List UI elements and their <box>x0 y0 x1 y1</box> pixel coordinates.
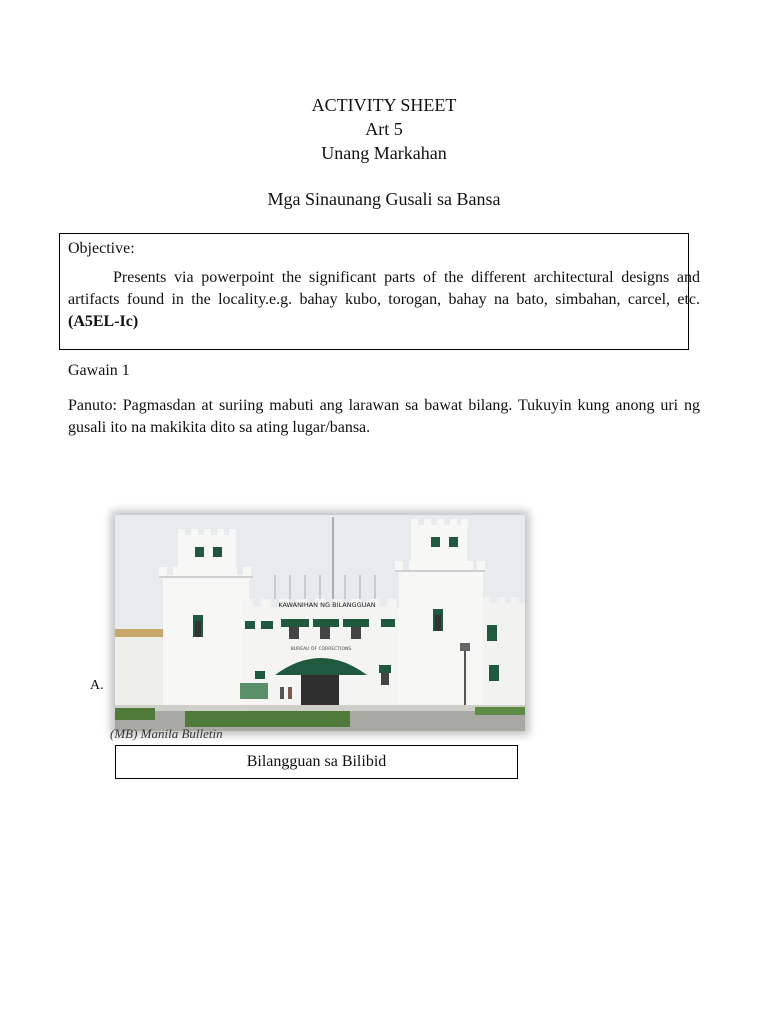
objective-body: Presents via powerpoint the significant parts of the different architectural designs and artifacts found in the locality.e.g. bahay kubo, torogan, bahay na bato, simbahan, carcel, etc. <box>68 269 700 308</box>
bilibid-prison-photo <box>115 515 525 731</box>
objective-text <box>68 267 700 333</box>
objective-label: Objective: <box>68 240 135 257</box>
objective-box <box>59 233 700 350</box>
item-letter: A. <box>90 678 104 693</box>
photo-sign-lower: BUREAU OF CORRECTIONS <box>290 647 352 652</box>
objective-code: (A5EL-Ic) <box>68 313 139 330</box>
header-quarter: Unang Markahan <box>321 143 447 163</box>
photo-sign: KAWANIHAN NG BILANGGUAN <box>278 601 376 609</box>
header-subject: Art 5 <box>365 119 403 139</box>
header-title: ACTIVITY SHEET <box>311 95 457 115</box>
photo-caption: Bilangguan sa Bilibid <box>115 745 518 779</box>
instructions: Panuto: Pagmasdan at suriing mabuti ang larawan sa bawat bilang. Tukuyin kung anong uri ng gusali ito na makikita dito sa ating lugar/bansa. <box>68 397 700 436</box>
photo-credit: (MB) Manila Bulletin <box>110 726 223 741</box>
lesson-title: Mga Sinaunang Gusali sa Bansa <box>267 189 501 209</box>
activity-label: Gawain 1 <box>68 362 130 379</box>
sheet-header <box>0 93 768 165</box>
